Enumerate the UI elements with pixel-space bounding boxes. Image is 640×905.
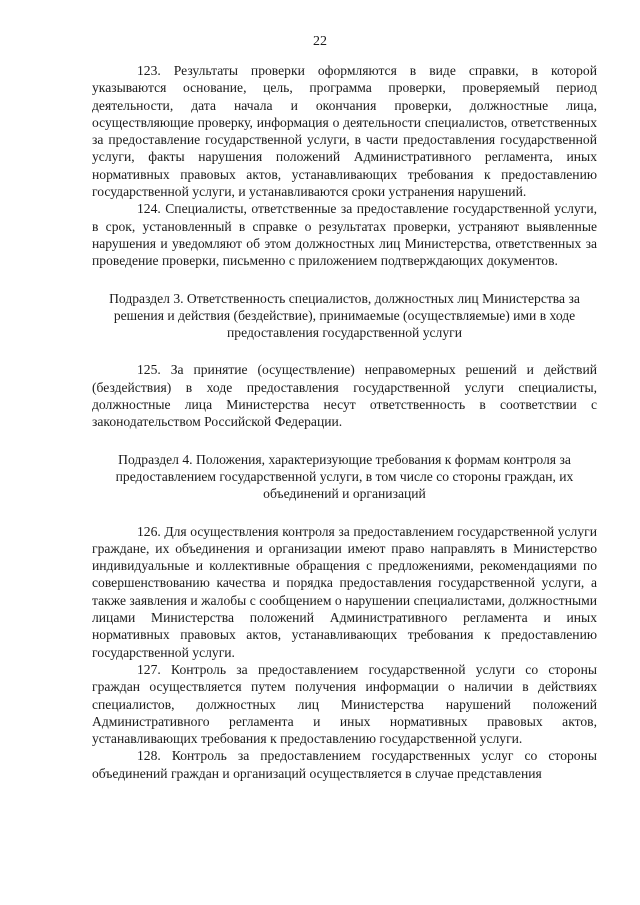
document-body — [92, 62, 597, 782]
paragraph-127: 127. Контроль за предоставлением государственной услуги со стороны граждан осуществляется путем получения информации о наличии в действиях специалистов, должностных лиц Министерства нарушений положений Административного регламента и иных нормативных правовых актов, устанавливающих требования к предоставлению государственной услуги. — [92, 661, 597, 747]
subsection-3-heading: Подраздел 3. Ответственность специалистов, должностных лиц Министерства за решения и действия (бездействие), принимаемые (осуществляемые) ими в ходе предоставления государственной услуги — [109, 290, 580, 341]
paragraph-123: 123. Результаты проверки оформляются в виде справки, в которой указываются основание, цель, программа проверки, проверяемый период деятельности, дата начала и окончания проверки, должностные лица, осуществляющие проверку, информация о деятельности специалистов, ответственных за предоставление государственной услуги, в части предоставления государственной услуги, факты нарушения положений Административного регламента, иных нормативных правовых актов, устанавливающих требования к предоставлению государственной услуги, и устанавливаются сроки устранения нарушений. — [92, 63, 597, 200]
paragraph-125: 125. За принятие (осуществление) неправомерных решений и действий (бездействия) в ходе предоставления государственной услуги специалисты, должностные лица Министерства несут ответственность в соответствии с законодательством Российской Федерации. — [92, 362, 597, 430]
paragraph-124: 124. Специалисты, ответственные за предоставление государственной услуги, в срок, установленный в справке о результатах проверки, устраняют выявленные нарушения и уведомляют об этом должностных лиц Министерства, ответственных за проведение проверки, письменно с приложением подтверждающих документов. — [92, 201, 597, 269]
paragraph-126: 126. Для осуществления контроля за предоставлением государственной услуги граждане, их объединения и организации имеют право направлять в Министерство индивидуальные и коллективные обращения с предложениями, рекомендациями по совершенствованию качества и порядка предоставления государственной услуги, а также заявления и жалобы с сообщением о нарушении специалистами, должностными лицами Министерства положений Административного регламента и иных нормативных правовых актов, устанавливающих требования к предоставлению государственной услуги. — [92, 523, 597, 660]
subsection-4-heading: Подраздел 4. Положения, характеризующие требования к формам контроля за предоставлением государственной услуги, в том числе со стороны граждан, их объединений и организаций — [115, 451, 574, 502]
page-number: 22 — [313, 34, 327, 49]
paragraph-128: 128. Контроль за предоставлением государственных услуг со стороны объединений граждан и организаций осуществляется в случае представления — [92, 748, 597, 781]
